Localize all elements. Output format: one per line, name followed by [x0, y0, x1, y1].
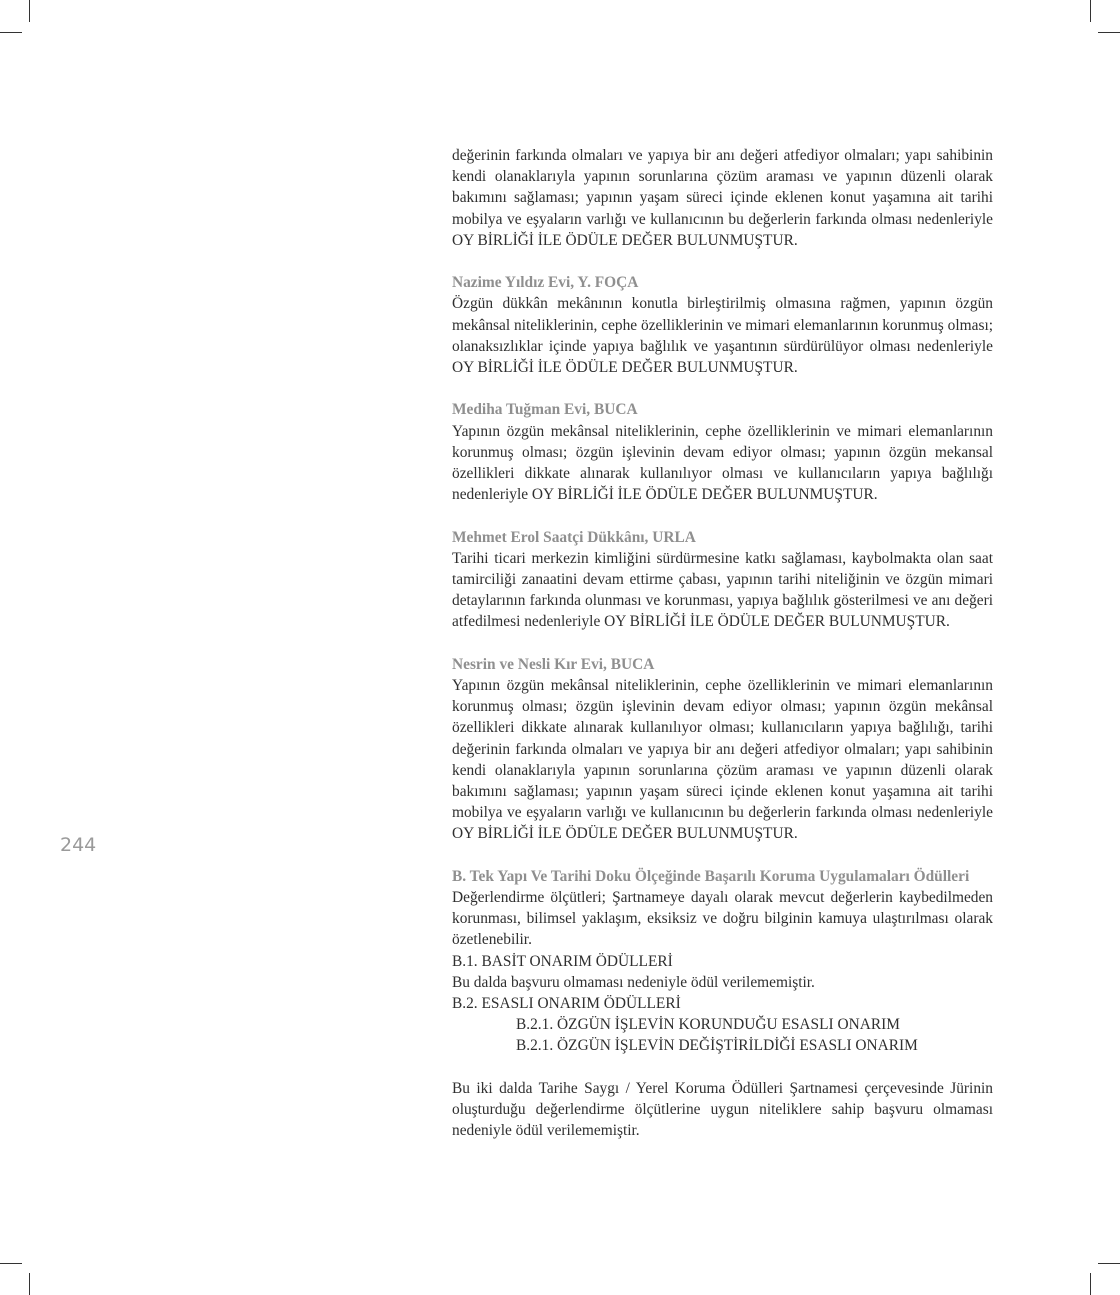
- body-paragraph: Yapının özgün mekânsal niteliklerinin, cephe özelliklerinin ve mimari elemanlarının korunmuş olması; özgün işlevinin devam ediyor olması; yapının özgün mekansal özellikleri dikkate alınarak kullanılıyor olması ve kullanıcıların yapıya bağlılığı nedenleriyle OY BİRLİĞİ İLE ÖDÜLE DEĞER BULUNMUŞTUR.: [452, 422, 993, 504]
- crop-mark: [29, 1273, 30, 1295]
- body-paragraph: Bu iki dalda Tarihe Saygı / Yerel Koruma Ödülleri Şartnamesi çerçevesinde Jürinin oluşturduğu değerlendirme ölçütlerine uygun niteliklere sahip başvuru olmaması nedeniyle ödül verilememiştir.: [452, 1079, 993, 1140]
- paragraph-gap: [452, 1057, 993, 1078]
- body-paragraph: değerinin farkında olmaları ve yapıya bir anı değeri atfediyor olmaları; yapı sahibinin kendi olanaklarıyla yapının sorunlarına çözüm araması ve yapının düzenli olarak bakımını sağlaması; yapının yaşam süreci içinde eklenen konut yaşamına ait tarihi mobilya ve eşyaların varlığı ve kullanıcının bu değerlerin farkında olması nedenleriyle OY BİRLİĞİ İLE ÖDÜLE DEĞER BULUNMUŞTUR.: [452, 147, 993, 249]
- crop-mark: [1098, 32, 1120, 33]
- body-paragraph: Yapının özgün mekânsal niteliklerinin, cephe özelliklerinin ve mimari elemanlarının korunmuş olması; özgün işlevinin devam ediyor olması; yapının özgün mekânsal özellikleri dikkate alınarak kullanılıyor olması; kullanıcıların yapıya bağlılığı, tarihi değerinin farkında olmaları ve yapıya bir anı değeri atfediyor olmaları; yapı sahibinin kendi olanaklarıyla yapının sorunlarına çözüm araması ve yapının düzenli olarak bakımını sağlaması; yapının yaşam süreci içinde eklenen konut yaşamına ait tarihi mobilya ve eşyaların varlığı ve kullanıcının bu değerlerin farkında olması nedenleriyle OY BİRLİĞİ İLE ÖDÜLE DEĞER BULUNMUŞTUR.: [452, 677, 993, 843]
- text-line: B.1. BASİT ONARIM ÖDÜLLERİ: [452, 952, 673, 970]
- crop-mark: [0, 1263, 22, 1264]
- crop-mark: [0, 32, 22, 33]
- crop-mark: [29, 0, 30, 22]
- crop-mark: [1098, 1263, 1120, 1264]
- sub-item: B.2.1. ÖZGÜN İŞLEVİN DEĞİŞTİRİLDİĞİ ESASLI ONARIM: [516, 1037, 918, 1055]
- sub-item: B.2.1. ÖZGÜN İŞLEVİN KORUNDUĞU ESASLI ONARIM: [516, 1016, 900, 1034]
- body-paragraph: Özgün dükkân mekânının konutla birleştirilmiş olmasına rağmen, yapının özgün mekânsal niteliklerinin, cephe özelliklerinin ve mimari elemanlarının korunmuş olması; olanaksızlıklar içinde yapıya bağlılık ve yaşantının sürdürülüyor olması nedenleriyle OY BİRLİĞİ İLE ÖDÜLE DEĞER BULUNMUŞTUR.: [452, 295, 993, 377]
- paragraph-gap: [452, 378, 993, 399]
- paragraph-gap: [452, 845, 993, 866]
- crop-mark: [1090, 0, 1091, 22]
- paragraph-gap: [452, 633, 993, 654]
- body-paragraph: Tarihi ticari merkezin kimliğini sürdürmesine katkı sağlaması, kaybolmakta olan saat tamirciliği zanaatini devam ettirme çabası, yapının tarihi niteliğinin ve özgün mimari detaylarının farkında olunması ve korunması, yapıya bağlılık gösterilmesi ve anı değeri atfedilmesi nedenleriyle OY BİRLİĞİ İLE ÖDÜLE DEĞER BULUNMUŞTUR.: [452, 549, 993, 631]
- section-heading: Mediha Tuğman Evi, BUCA: [452, 401, 638, 419]
- crop-mark: [1090, 1273, 1091, 1295]
- paragraph-gap: [452, 251, 993, 272]
- section-heading: B. Tek Yapı Ve Tarihi Doku Ölçeğinde Başarılı Koruma Uygulamaları Ödülleri: [452, 867, 970, 885]
- text-column: [452, 145, 993, 1141]
- page-number: 244: [60, 834, 97, 856]
- body-paragraph: Değerlendirme ölçütleri; Şartnameye dayalı olarak mevcut değerlerin kaybedilmeden korunması, bilimsel yaklaşım, eksiksiz ve doğru bilginin kamuya ulaştırılması olarak özetlenebilir.: [452, 889, 993, 949]
- text-line: B.2. ESASLI ONARIM ÖDÜLLERİ: [452, 995, 681, 1013]
- section-heading: Mehmet Erol Saatçi Dükkânı, URLA: [452, 528, 696, 546]
- section-heading: Nazime Yıldız Evi, Y. FOÇA: [452, 274, 639, 292]
- text-line: Bu dalda başvuru olmaması nedeniyle ödül verilememiştir.: [452, 973, 815, 991]
- paragraph-gap: [452, 505, 993, 526]
- section-heading: Nesrin ve Nesli Kır Evi, BUCA: [452, 655, 655, 673]
